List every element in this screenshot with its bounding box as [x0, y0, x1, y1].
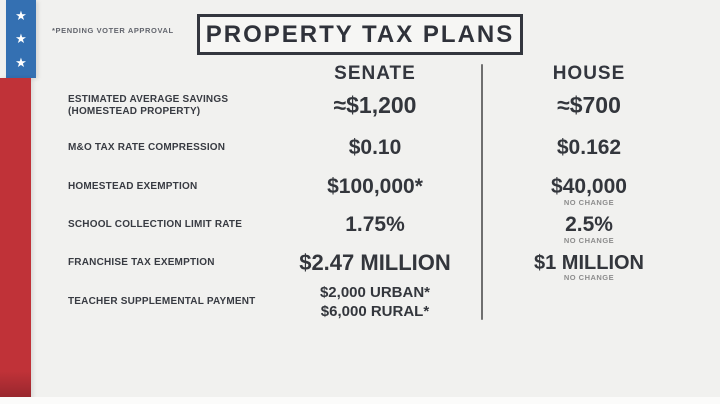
house-value: 2.5%: [565, 213, 613, 237]
table-row: [0, 282, 720, 322]
row-label-line1: M&O TAX RATE COMPRESSION: [68, 142, 226, 153]
table-row: [0, 169, 720, 205]
row-label: [68, 130, 300, 166]
senate-value: $100,000*: [327, 175, 423, 199]
house-value-cell: [494, 245, 684, 281]
senate-value: 1.75%: [345, 213, 405, 237]
row-label-line1: ESTIMATED AVERAGE SAVINGS: [68, 94, 229, 105]
row-label-line1: FRANCHISE TAX EXEMPTION: [68, 257, 215, 268]
house-value: $40,000: [551, 175, 627, 199]
no-change-note: NO CHANGE: [563, 235, 615, 245]
column-header-house: HOUSE: [552, 63, 626, 84]
table-row: [0, 88, 720, 124]
house-value: ≈$700: [557, 92, 621, 119]
column-header-senate: SENATE: [334, 63, 416, 84]
table-row: [0, 130, 720, 166]
table-row: [0, 207, 720, 243]
page-title: PROPERTY TAX PLANS: [205, 20, 515, 48]
senate-value-cell: [280, 88, 470, 124]
house-value: $1 MILLION: [533, 252, 644, 274]
house-value: $0.162: [556, 136, 622, 160]
senate-value: $2.47 MILLION: [299, 249, 451, 275]
row-label-line1: TEACHER SUPPLEMENTAL PAYMENT: [68, 296, 256, 307]
senate-value: ≈$1,200: [333, 92, 417, 119]
no-change-note: NO CHANGE: [563, 273, 615, 282]
star-icon: ★: [15, 54, 27, 70]
senate-value-cell: [280, 130, 470, 166]
star-icon: ★: [15, 8, 27, 24]
flag-blue-canton: [6, 0, 36, 78]
table-row: [0, 245, 720, 281]
house-value-cell: [494, 130, 684, 166]
row-label: [68, 169, 300, 205]
row-label-line1: SCHOOL COLLECTION LIMIT RATE: [68, 219, 243, 230]
row-label: [68, 207, 300, 243]
row-label: [68, 282, 300, 322]
row-label-line2: (HOMESTEAD PROPERTY): [68, 106, 201, 117]
senate-value-line1: $2,000 URBAN*: [319, 283, 431, 301]
bottom-edge-strip: [0, 397, 720, 404]
star-icon: ★: [15, 31, 27, 47]
pending-voter-approval-footnote: *PENDING VOTER APPROVAL: [52, 26, 174, 35]
row-label: [68, 245, 300, 281]
title-box: [197, 14, 523, 55]
house-value-cell: [494, 207, 684, 243]
senate-value-line2: $6,000 RURAL*: [320, 303, 430, 320]
senate-value-cell: [280, 282, 470, 322]
row-label: [68, 88, 300, 124]
no-change-note: NO CHANGE: [563, 197, 615, 207]
house-value-cell: [494, 282, 684, 322]
senate-value-cell: [280, 207, 470, 243]
row-label-line1: HOMESTEAD EXEMPTION: [68, 181, 198, 192]
senate-value-cell: [280, 245, 470, 281]
house-value-cell: [494, 169, 684, 205]
senate-value-cell: [280, 169, 470, 205]
senate-value: $0.10: [348, 136, 402, 160]
house-value-cell: [494, 88, 684, 124]
